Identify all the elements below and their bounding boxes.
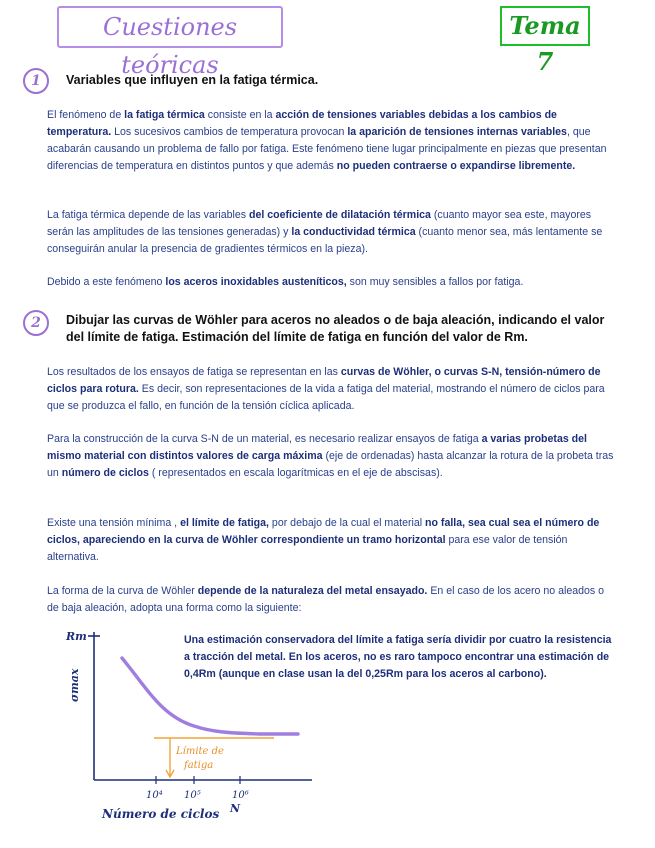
question-1-title: Variables que influyen en la fatiga térmica. [66, 73, 319, 87]
emphasis-text: el límite de fatiga, [180, 517, 269, 529]
body-text: consiste en la [204, 109, 276, 121]
body-text: Existe una tensión mínima , [47, 517, 181, 529]
emphasis-text: la aparición de tensiones internas variables [347, 126, 567, 138]
emphasis-text: curvas de Wöhler, o curvas S-N, tensión-número de ciclos para rotura. [47, 366, 601, 395]
tick-label-1e6: 10⁶ [232, 790, 249, 801]
emphasis-text: número de ciclos [61, 467, 149, 479]
body-text: Los resultados de los ensayos de fatiga se representan en las [47, 366, 341, 378]
x-axis-label: N [230, 802, 241, 815]
body-text: El fenómeno de [47, 109, 125, 121]
x-axis-title: Número de ciclos [102, 807, 220, 821]
q1-paragraph-2 [47, 207, 617, 258]
emphasis-text: no falla, sea cual sea el número de ciclos, apareciendo en la curva de Wöhler correspondiente un tramo horizontal [47, 517, 600, 546]
body-text: ( representados en escala logarítmicas en el eje de abscisas). [148, 467, 443, 479]
body-text: Los sucesivos cambios de temperatura provocan [111, 126, 348, 138]
body-text: La forma de la curva de Wöhler [47, 585, 198, 597]
body-text: (eje de ordenadas) hasta alcanzar la rotura de la probeta tras un [47, 450, 614, 479]
body-text: (cuanto menor sea, más lentamente se conseguirán anular la presencia de gradientes térmicos en la pieza). [47, 226, 603, 255]
body-text: La fatiga térmica depende de las variables [47, 209, 249, 221]
question-1-number: 1 [23, 68, 49, 94]
body-text: por debajo de la cual el material [268, 517, 426, 529]
question-2-title: Dibujar las curvas de Wöhler para aceros no aleados o de baja aleación, indicando el valor del límite de fatiga. Estimación del límite de fatiga en función del valor de Rm. [66, 313, 605, 344]
q1-paragraph-3 [47, 274, 617, 291]
emphasis-text: depende de la naturaleza del metal ensayado. [197, 585, 428, 597]
rm-label: Rm [66, 630, 87, 643]
body-text: , que acabarán causando un problema de fallo por fatiga. Este fenómeno tiene lugar principalmente en piezas que presentan diferencias de temperatura en distintos puntos y que además [47, 126, 607, 172]
emphasis-text: a varias probetas del mismo material con distintos valores de carga máxima [47, 433, 587, 462]
emphasis-text: acción de tensiones variables debidas a los cambios de temperatura. [47, 109, 557, 138]
body-text: son muy sensibles a fallos por fatiga. [346, 276, 524, 288]
q1-paragraph-1 [47, 107, 617, 175]
emphasis-text: la fatiga térmica [124, 109, 205, 121]
fatigue-limit-estimation-note: Una estimación conservadora del límite a fatiga sería dividir por cuatro la resistencia a tracción del metal. En los aceros, no es raro tampoco encontrar una estimación de 0,4Rm (aunque en clase usan la del 0,25Rm para los aceros al carbono). [184, 634, 612, 680]
q2-paragraph-3 [47, 515, 617, 566]
body-text: Es decir, son representaciones de la vida a fatiga del material, mostrando el número de ciclos para que se produzca el fallo, en función de la tensión cíclica aplicada. [47, 383, 605, 412]
body-text: (cuanto mayor sea este, mayores serán las amplitudes de las tensiones generadas) y [47, 209, 592, 238]
tick-label-1e5: 10⁵ [184, 790, 201, 801]
emphasis-text: del coeficiente de dilatación térmica [249, 209, 431, 221]
question-2-number: 2 [23, 310, 49, 336]
body-text: Para la construcción de la curva S-N de un material, es necesario realizar ensayos de fatiga [47, 433, 482, 445]
body-text: En el caso de los acero no aleados o de baja aleación, adopta una forma como la siguiente: [47, 585, 605, 614]
y-axis-label: σmax [68, 668, 81, 702]
tema-badge: Tema 7 [500, 6, 590, 46]
body-text: Debido a este fenómeno [47, 276, 166, 288]
emphasis-text: la conductividad térmica [291, 226, 416, 238]
emphasis-text: no pueden contraerse o expandirse libremente. [336, 160, 576, 172]
body-text: para ese valor de tensión alternativa. [47, 534, 568, 563]
q2-paragraph-2 [47, 431, 617, 482]
fatigue-limit-label-1: Límite de [176, 746, 224, 757]
emphasis-text: los aceros inoxidables austeníticos, [165, 276, 347, 288]
fatigue-limit-label-2: fatiga [184, 760, 214, 771]
tick-label-1e4: 10⁴ [146, 790, 163, 801]
q2-paragraph-4 [47, 583, 617, 617]
page-title: Cuestiones teóricas [57, 6, 283, 48]
q2-paragraph-1 [47, 364, 617, 415]
